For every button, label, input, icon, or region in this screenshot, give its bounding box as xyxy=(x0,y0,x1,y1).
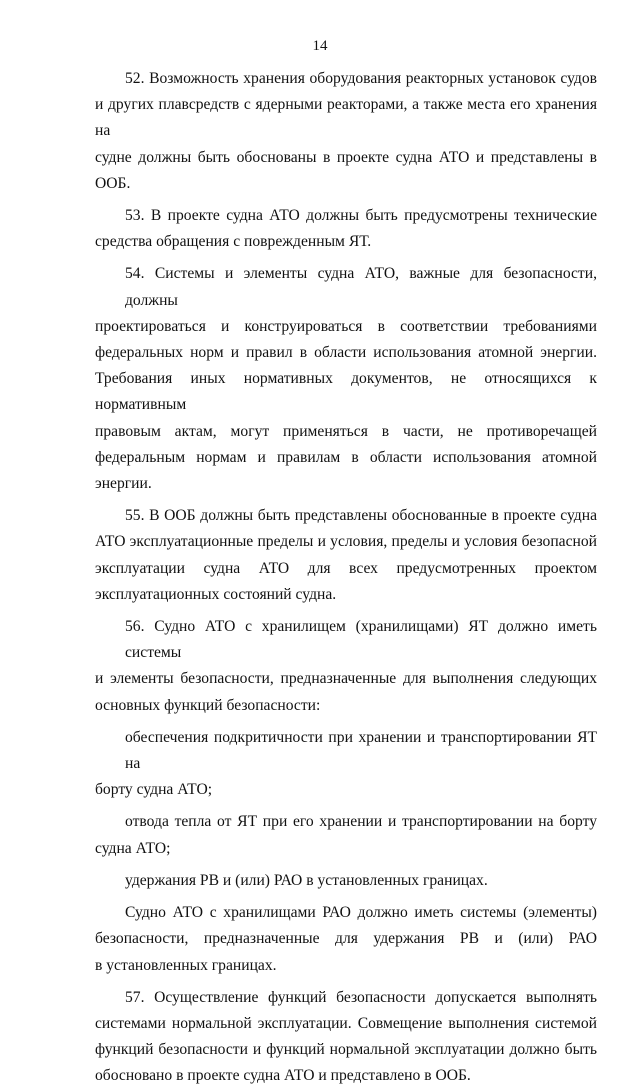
text-line: эксплуатации судна АТО для всех предусмотренных проектом xyxy=(95,559,597,577)
document-body xyxy=(95,66,597,1090)
paragraph-p53 xyxy=(95,203,597,255)
text-line: федеральным нормам и правилам в области использования атомной энергии. xyxy=(95,448,597,493)
text-line: и элементы безопасности, предназначенные для выполнения следующих xyxy=(95,670,597,688)
paragraph-p56a xyxy=(95,725,597,804)
text-line: обосновано в проекте судна АТО и представлено в ООБ. xyxy=(95,1067,471,1085)
text-line: судне должны быть обоснованы в проекте судна АТО и представлены в ООБ. xyxy=(95,148,597,192)
text-line: федеральных норм и правил в области использования атомной энергии. xyxy=(95,344,597,362)
text-line: 55. В ООБ должны быть представлены обоснованные в проекте судна xyxy=(125,507,597,525)
text-line: 56. Судно АТО с хранилищем (хранилищами) ЯТ должно иметь системы xyxy=(125,618,597,662)
text-line: в установленных границах. xyxy=(95,956,277,974)
paragraph-p56d xyxy=(95,900,597,979)
text-line: 52. Возможность хранения оборудования реакторных установок судов xyxy=(125,70,597,87)
paragraph-p52 xyxy=(95,66,597,197)
text-line: Требования иных нормативных документов, не относящихся к нормативным xyxy=(95,370,597,414)
paragraph-p56 xyxy=(95,614,597,719)
text-line: 57. Осуществление функций безопасности допускается выполнять xyxy=(125,988,597,1006)
paragraph-p57 xyxy=(95,985,597,1090)
text-line: эксплуатационных состояний судна. xyxy=(95,585,337,603)
text-line: системами нормальной эксплуатации. Совмещение выполнения системой xyxy=(95,1014,597,1032)
text-line: основных функций безопасности: xyxy=(95,696,321,714)
page-number: 14 xyxy=(312,38,328,54)
paragraph-p54 xyxy=(95,261,597,497)
text-line: средства обращения с поврежденным ЯТ. xyxy=(95,233,372,251)
text-line: 53. В проекте судна АТО должны быть предусмотрены технические xyxy=(125,207,597,225)
text-line: обеспечения подкритичности при хранении и транспортировании ЯТ на xyxy=(125,728,597,773)
text-line: Судно АТО с хранилищами РАО должно иметь системы (элементы) xyxy=(125,904,597,922)
text-line: борту судна АТО; xyxy=(95,781,213,799)
text-line: проектироваться и конструироваться в соответствии требованиями xyxy=(95,317,597,335)
text-line: безопасности, предназначенные для удержания РВ и (или) РАО xyxy=(95,930,597,948)
paragraph-p56c xyxy=(95,868,597,894)
text-line: функций безопасности и функций нормальной эксплуатации должно быть xyxy=(95,1041,597,1059)
text-line: 54. Системы и элементы судна АТО, важные для безопасности, должны xyxy=(125,265,597,309)
text-line: АТО эксплуатационные пределы и условия, пределы и условия безопасной xyxy=(95,533,597,551)
text-line: отвода тепла от ЯТ при его хранении и транспортировании на борту xyxy=(125,813,597,831)
paragraph-p55 xyxy=(95,503,597,608)
text-line: удержания РВ и (или) РАО в установленных границах. xyxy=(125,871,488,889)
text-line: и других плавсредств с ядерными реакторами, а также места его хранения на xyxy=(95,96,597,140)
paragraph-p56b xyxy=(95,809,597,861)
text-line: судна АТО; xyxy=(95,839,171,857)
text-line: правовым актам, могут применяться в части, не противоречащей xyxy=(95,422,597,440)
